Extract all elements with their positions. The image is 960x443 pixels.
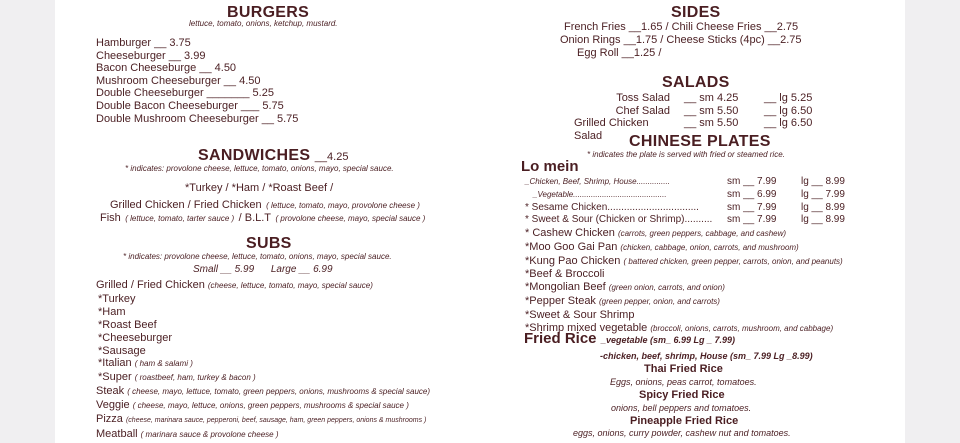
burger-item: Double Mushroom Cheeseburger __ 5.75 xyxy=(96,112,299,125)
menu-sheet xyxy=(55,0,905,443)
special-name: Thai Fried Rice xyxy=(644,363,723,375)
special-desc: onions, bell peppers and tomatoes. xyxy=(611,403,752,413)
lomein-name: _Chicken, Beef, Shrimp, House............... xyxy=(525,177,670,186)
lomein-name: * Sweet & Sour (Chicken or Shrimp).......... xyxy=(525,214,713,226)
sub-name: Steak xyxy=(96,385,125,398)
plate-name: *Shrimp mixed vegetable xyxy=(525,321,648,334)
note-text: indicates: provolone cheese, lettuce, tomato, onions, mayo, special sauce. xyxy=(130,164,394,173)
burger-item: Bacon Cheeseburge __ 4.50 xyxy=(96,62,237,75)
burger-item: Double Cheeseburger _______ 5.25 xyxy=(96,87,274,100)
note-star: * xyxy=(123,252,127,261)
sandwiches-line1: *Turkey / *Ham / *Roast Beef / xyxy=(185,182,334,194)
plate-name: *Moo Goo Gai Pan xyxy=(525,240,618,253)
sub-note: (cheese, marinara sauce, pepperoni, beef, sausage, ham, green peppers, onions & mushrooms ) xyxy=(125,417,427,425)
salad-lg: __ lg 6.50 xyxy=(764,117,813,129)
fish-name: Fish xyxy=(100,212,121,224)
lomein-sm: sm __ 7.99 xyxy=(727,214,777,226)
sub-item xyxy=(96,428,430,442)
burgers-subtitle: lettuce, tomato, onions, ketchup, mustard. xyxy=(189,19,338,28)
lomein-sm: sm __ 7.99 xyxy=(727,201,777,213)
special-desc: Eggs, onions, peas carrot, tomatoes. xyxy=(610,377,757,387)
chinese-note: * indicates the plate is served with fried or steamed rice. xyxy=(587,150,785,159)
sub-item xyxy=(96,399,430,413)
subs-title: SUBS xyxy=(246,235,292,252)
sub-name: *Cheeseburger xyxy=(98,331,172,344)
sub-name: *Roast Beef xyxy=(98,318,157,331)
burger-item: Mushroom Cheeseburger __ 4.50 xyxy=(96,74,261,87)
lomein-lg: lg __ 8.99 xyxy=(801,214,845,226)
sub-item xyxy=(96,306,430,319)
plate-item xyxy=(525,295,843,309)
salad-name: Toss Salad xyxy=(616,92,670,104)
lomein-table xyxy=(525,176,865,227)
lomein-sm: sm __ 6.99 xyxy=(727,188,777,200)
salad-lg: __ lg 5.25 xyxy=(764,92,813,104)
sandwich-note: ( lettuce, tomato, mayo, provolone cheese ) xyxy=(266,201,420,210)
lomein-lg: lg __ 8.99 xyxy=(801,176,845,187)
subs-sizes: Small __ 5.99 Large __ 6.99 xyxy=(193,264,333,275)
sub-item xyxy=(96,413,430,428)
sub-name: *Italian xyxy=(98,357,132,370)
sides-row: Onion Rings __1.75 / Cheese Sticks (4pc) __2.75 xyxy=(560,34,802,46)
salad-sm: __ sm 4.25 xyxy=(684,92,739,104)
sub-item xyxy=(96,319,430,332)
blt-note: ( provolone cheese, mayo, special sauce ) xyxy=(275,214,426,223)
subs-note xyxy=(123,253,392,261)
subs-list xyxy=(96,279,430,442)
sub-item xyxy=(96,385,430,399)
special-name: Spicy Fried Rice xyxy=(639,389,725,401)
special-name: Pineapple Fried Rice xyxy=(630,415,739,427)
plate-item xyxy=(525,255,843,269)
sub-name: *Ham xyxy=(98,305,126,318)
sandwich-main: Grilled Chicken / Fried Chicken xyxy=(110,199,262,211)
sandwiches-price: __4.25 xyxy=(314,151,349,163)
plate-name: *Beef & Broccoli xyxy=(525,268,605,281)
lomein-name: * Sesame Chicken................................. xyxy=(525,201,699,213)
lomein-row xyxy=(525,214,865,227)
sub-name: *Super xyxy=(98,371,132,384)
fried-rice-meat: -chicken, beef, shrimp, House (sm_ 7.99 Lg _8.99) xyxy=(600,351,813,361)
blt-name: / B.L.T xyxy=(238,212,272,224)
burgers-list xyxy=(96,37,298,125)
sandwiches-line3 xyxy=(100,209,425,225)
sandwiches-note xyxy=(125,165,394,173)
plate-item xyxy=(525,309,843,322)
plate-name: * Cashew Chicken xyxy=(525,227,615,239)
sub-note: ( ham & salami ) xyxy=(134,359,193,369)
sub-note: (cheese, lettuce, tomato, mayo, special sauce) xyxy=(207,281,373,290)
lomein-lg: lg __ 7.99 xyxy=(801,188,845,200)
plate-name: *Kung Pao Chicken xyxy=(525,254,621,267)
burger-item: Cheeseburger __ 3.99 xyxy=(96,49,206,62)
plate-note: ( battered chicken, green pepper, carrots, onion, and peanuts) xyxy=(623,256,843,266)
sub-name: *Turkey xyxy=(98,292,136,305)
fried-rice-header xyxy=(524,331,735,347)
fish-note: ( lettuce, tomato, tarter sauce ) xyxy=(125,214,235,223)
salads-title: SALADS xyxy=(662,74,730,91)
special-desc: eggs, onions, curry powder, cashew nut and tomatoes. xyxy=(573,428,791,438)
burger-item: Hamburger __ 3.75 xyxy=(96,37,191,49)
sub-item xyxy=(96,371,430,385)
plate-name: *Pepper Steak xyxy=(525,294,596,307)
salad-row xyxy=(574,92,834,105)
sub-note: ( cheese, mayo, lettuce, onions, green peppers, mushrooms & special sauce ) xyxy=(132,401,409,411)
lomein-title: Lo mein xyxy=(521,158,579,175)
salad-name: Chef Salad xyxy=(615,104,670,117)
sub-name: Veggie xyxy=(96,399,130,412)
lomein-sm: sm __ 7.99 xyxy=(727,176,777,187)
plate-item xyxy=(525,227,843,241)
salad-row xyxy=(574,105,834,118)
sandwiches-title: SANDWICHES xyxy=(198,147,311,164)
lomein-name: _Vegetable.......................................... xyxy=(533,189,667,199)
plate-note: (broccoli, onions, carrots, mushroom, and cabbage) xyxy=(650,323,834,333)
note-star: * xyxy=(125,164,129,173)
sub-name: *Sausage xyxy=(98,344,146,357)
sub-item xyxy=(96,357,430,371)
plate-note: (green onion, carrots, and onion) xyxy=(608,283,725,293)
plate-name: *Sweet & Sour Shrimp xyxy=(525,308,635,321)
lomein-row xyxy=(525,176,865,189)
plate-note: (green pepper, onion, and carrots) xyxy=(599,296,720,306)
sub-note: ( marinara sauce & provolone cheese ) xyxy=(140,429,279,439)
sub-note: ( roastbeef, ham, turkey & bacon ) xyxy=(134,373,256,383)
note-text: indicates: provolone cheese, lettuce, tomato, onions, mayo, special sauce. xyxy=(128,252,392,261)
plate-note: (carrots, green peppers, cabbage, and cashew) xyxy=(617,229,787,238)
salad-sm: __ sm 5.50 xyxy=(684,117,739,129)
lomein-lg: lg __ 8.99 xyxy=(801,201,845,213)
plate-item xyxy=(525,281,843,295)
sides-title: SIDES xyxy=(671,4,721,21)
sub-item xyxy=(96,279,430,293)
sandwiches-header xyxy=(198,148,348,164)
plate-note: (chicken, cabbage, onion, carrots, and mushroom) xyxy=(620,242,799,252)
sub-item xyxy=(96,332,430,345)
chinese-title: CHINESE PLATES xyxy=(629,133,771,150)
plate-name: *Mongolian Beef xyxy=(525,281,606,294)
sides-row: Egg Roll __1.25 / xyxy=(577,47,662,59)
plates-list xyxy=(525,227,843,335)
sub-name: Grilled / Fried Chicken xyxy=(96,279,205,291)
lomein-row xyxy=(525,189,865,202)
sub-item xyxy=(96,293,430,306)
burgers-title: BURGERS xyxy=(227,4,310,21)
salad-lg: __ lg 6.50 xyxy=(764,104,813,117)
salad-sm: __ sm 5.50 xyxy=(684,104,739,117)
salad-name: Grilled Chicken Salad xyxy=(574,117,649,142)
sub-name: Meatball xyxy=(96,427,138,440)
fried-rice-veg: _vegetable (sm_ 6.99 Lg _ 7.99) xyxy=(600,335,736,345)
plate-item xyxy=(525,241,843,255)
sub-note: ( cheese, mayo, lettuce, tomato, green peppers, onions, mushrooms & special sauce) xyxy=(127,387,431,397)
sides-row: French Fries __1.65 / Chili Cheese Fries __2.75 xyxy=(564,21,799,33)
sub-item xyxy=(96,345,430,358)
burger-item: Double Bacon Cheeseburger ___ 5.75 xyxy=(96,99,284,112)
plate-item xyxy=(525,268,843,281)
sub-name: Pizza xyxy=(96,413,123,426)
fried-rice-title: Fried Rice xyxy=(524,330,597,347)
lomein-row xyxy=(525,202,865,215)
